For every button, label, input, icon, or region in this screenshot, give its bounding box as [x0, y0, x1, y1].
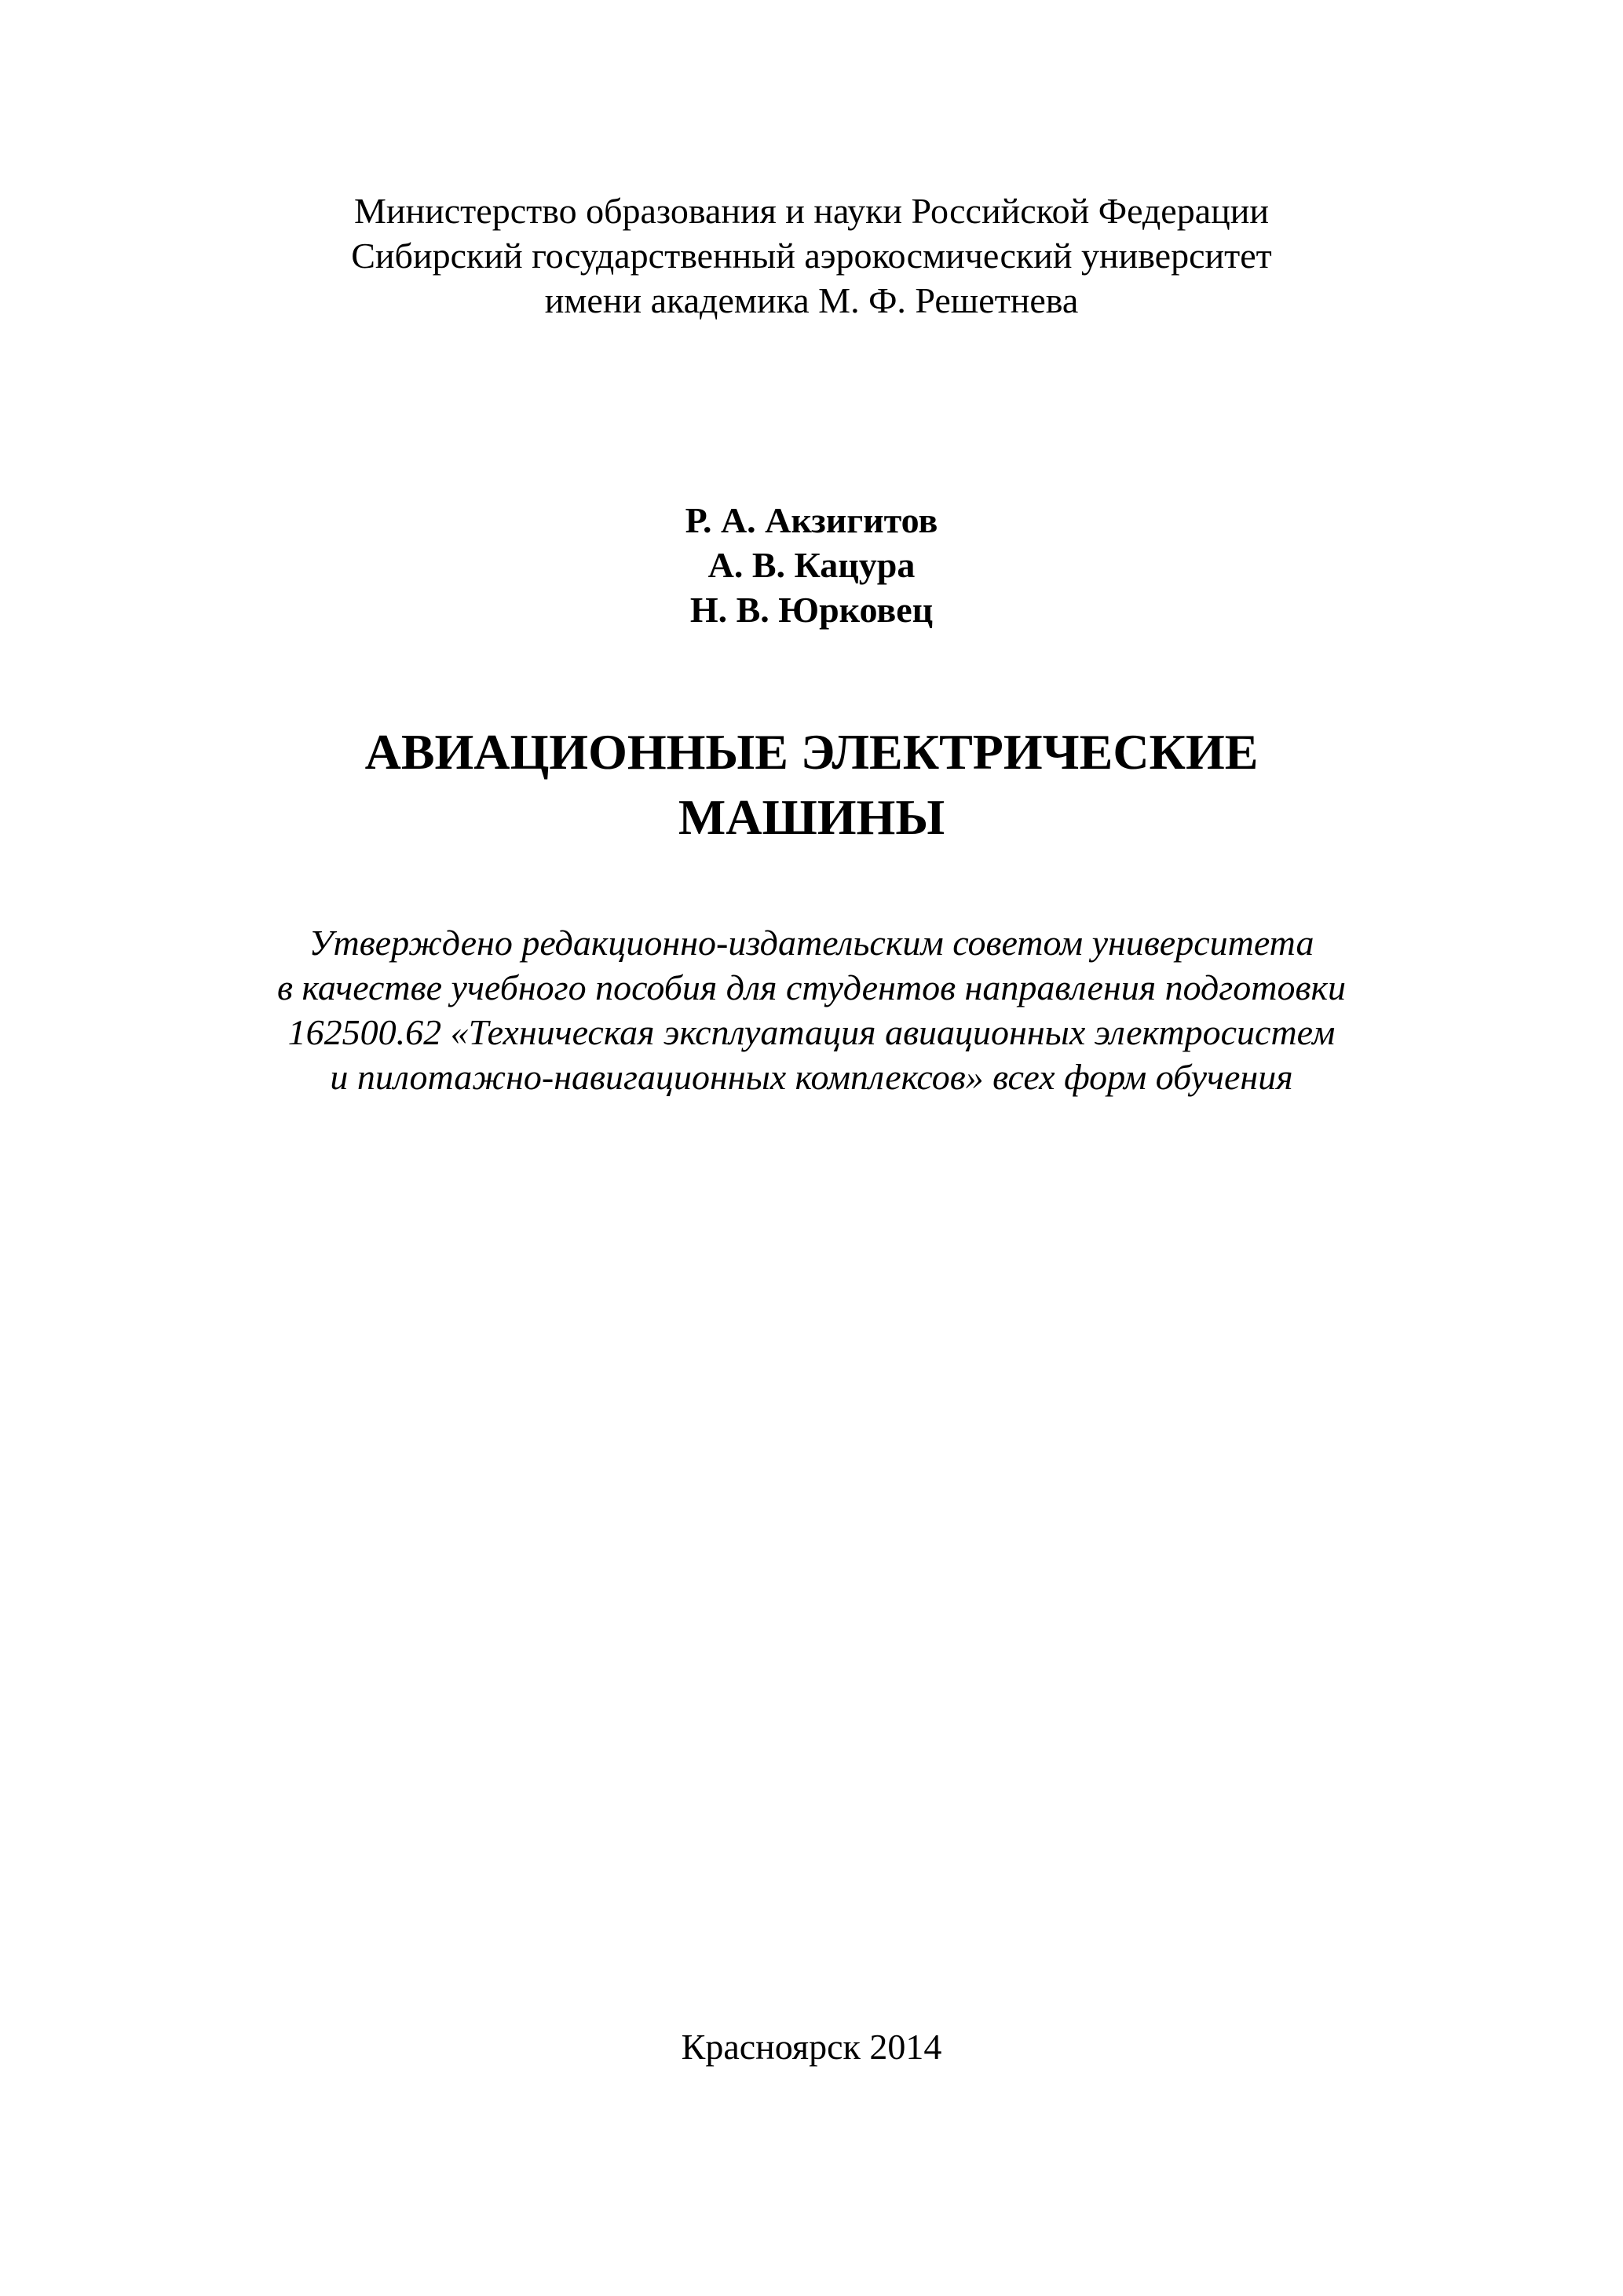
ministry-line: Министерство образования и науки Российской Федерации	[354, 191, 1269, 231]
authors-list	[0, 498, 1623, 632]
book-title-line: МАШИНЫ	[678, 789, 945, 845]
university-line: Сибирский государственный аэрокосмический университет	[351, 236, 1272, 276]
approval-line: в качестве учебного пособия для студентов направления подготовки	[277, 967, 1346, 1007]
approval-line: и пилотажно-навигационных комплексов» всех форм обучения	[330, 1057, 1293, 1097]
city-year: Красноярск 2014	[681, 2027, 942, 2067]
author-name: А. В. Кацура	[707, 545, 916, 585]
approval-note	[0, 920, 1623, 1099]
book-title-line: АВИАЦИОННЫЕ ЭЛЕКТРИЧЕСКИЕ	[364, 724, 1259, 780]
book-title	[0, 719, 1623, 850]
imprint	[0, 2024, 1623, 2069]
author-name: Р. А. Акзигитов	[685, 500, 938, 540]
author-name: Н. В. Юрковец	[689, 590, 934, 630]
university-name-line: имени академика М. Ф. Решетнева	[544, 280, 1079, 320]
organization-header	[0, 188, 1623, 323]
approval-line: Утверждено редакционно-издательским советом университета	[309, 923, 1314, 963]
approval-line: 162500.62 «Техническая эксплуатация авиационных электросистем	[287, 1012, 1336, 1052]
